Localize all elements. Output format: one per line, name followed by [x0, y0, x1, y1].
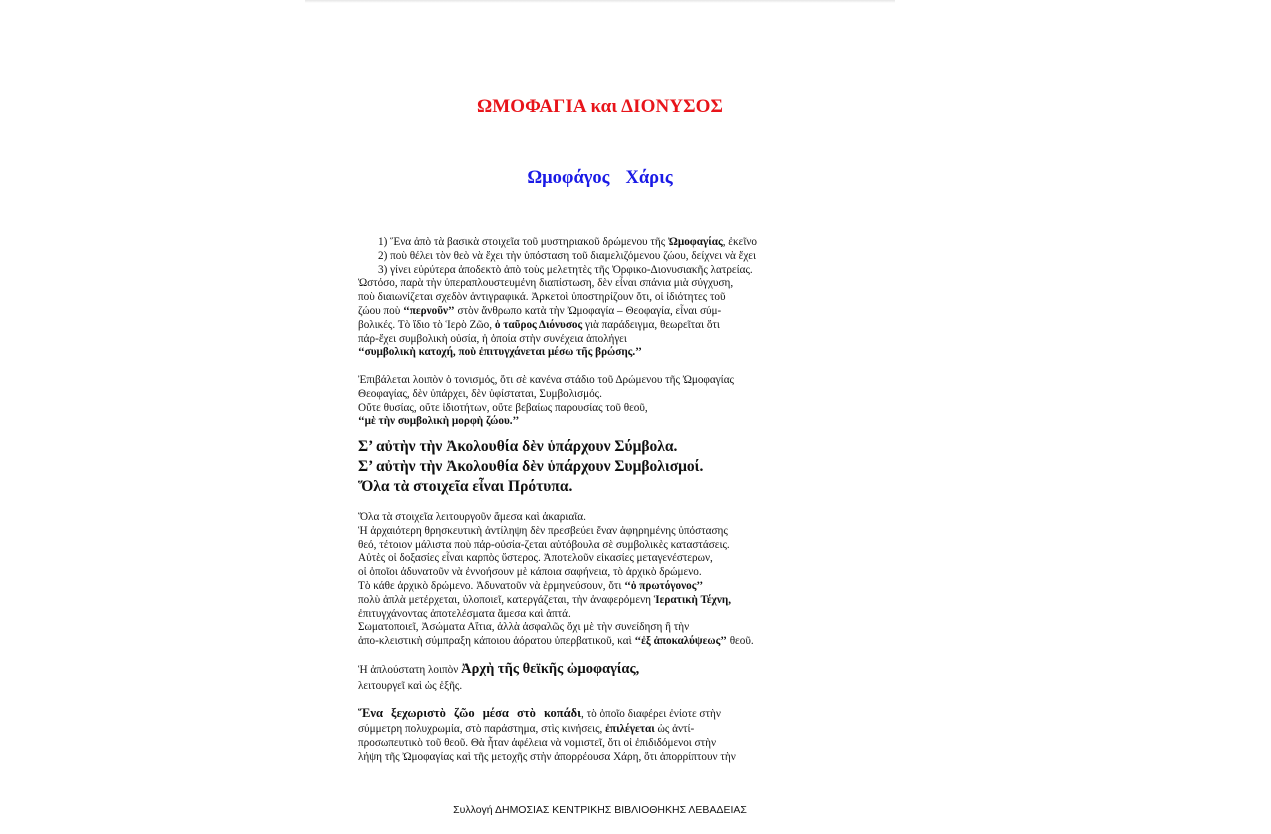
subtitle-part-a: Ωμοφάγος: [527, 168, 610, 188]
text-run: στὸν ἄνθρωπο κατὰ τὴν Ὠμοφαγία – Θεοφαγία, εἶναι σύμ-: [454, 304, 722, 317]
text-bold: ‘‘μὲ τὴν συμβολικὴ μορφὴ ζώου.’’: [358, 415, 520, 428]
text-line: Σωματοποιεῖ, Ἀσώματα Αἴτια, ἀλλὰ ἀσφαλῶς ὄχι μὲ τὴν συνείδηση ἢ τὴν: [358, 621, 690, 634]
paragraph-gap: [358, 497, 798, 511]
document-page: [305, 0, 895, 834]
text-line: Ὡστόσο, παρὰ τὴν ὑπεραπλουστευμένη διαπίστωση, δὲν εἶναι σπάνια μιὰ σύγχυση,: [358, 277, 734, 290]
text-line: [358, 660, 798, 680]
text-line: Θεοφαγίας, δὲν ὑπάρχει, δὲν ὑφίσταται, Συμβολισμός.: [358, 387, 602, 400]
text-bold: ‘‘συμβολικὴ κατοχή, ποὺ ἐπιτυγχάνεται μέσω τῆς βρώσης.’’: [358, 346, 642, 359]
text-line: λήψη τῆς Ὠμοφαγίας καὶ τῆς μετοχῆς στὴν ἀπορρέουσα Χάρη, ὅτι ἀπορρίπτουν τὴν: [358, 750, 736, 763]
text-line: [358, 635, 798, 649]
text-run: βολικές. Τὸ ἴδιο τὸ Ἱερὸ Ζῶο,: [358, 318, 495, 331]
text-run: γιὰ παράδειγμα, θεωρεῖται ὅτι: [582, 318, 720, 331]
text-line: 3) γίνει εὐρύτερα ἀποδεκτὸ ἀπὸ τοὺς μελετητὲς τῆς Ὀρφικο-Διονυσιακῆς λατρείας.: [378, 263, 753, 276]
text-run: , ἐκεῖνο: [722, 236, 757, 248]
subtitle-part-b: Χάρις: [625, 168, 673, 188]
text-run: ἀπο-κλειστικὴ σύμπραξη κάποιου ἀόρατου ὑπερβατικοῦ, καὶ: [358, 635, 635, 648]
text-line: ποὺ διαιωνίζεται σχεδὸν ἀντιγραφικά. Ἀρκετοὶ ὑποστηρίζουν ὅτι, οἱ ἰδιότητες τοῦ: [358, 291, 726, 304]
text-line: Ὅλα τὰ στοιχεῖα λειτουργοῦν ἄμεσα καὶ ἀκαριαῖα.: [358, 510, 586, 523]
paragraph-gap: [358, 694, 798, 708]
text-line: [358, 594, 798, 608]
text-run: Τὸ κάθε ἀρχικὸ δρώμενο. Ἀδυνατοῦν νὰ ἑρμηνεύσουν, ὅτι: [358, 579, 625, 592]
text-line: οἱ ὁποῖοι ἀδυνατοῦν νὰ ἐννοήσουν μὲ κάποια σαφήνεια, τὸ ἀρχικὸ δρώμενο.: [358, 566, 702, 579]
text-line: ἐπιτυγχάνοντας ἀποτελέσματα ἄμεσα καὶ ἁπτά.: [358, 607, 571, 620]
emphasis-line: Σ’ αὐτὴν τὴν Ἀκολουθία δὲν ὑπάρχουν Σύμβολα.: [358, 438, 678, 456]
text-line: Ἡ ἀρχαιότερη θρησκευτικὴ ἀντίληψη δὲν πρεσβεύει ἕναν ἀφηρημένης ὑπόστασης: [358, 524, 728, 537]
text-line: Οὔτε θυσίας, οὔτε ἰδιοτήτων, οὔτε βεβαίως παρουσίας τοῦ θεοῦ,: [358, 401, 648, 414]
page-title: ΩΜΟΦΑΓΙΑ και ΔΙΟΝΥΣΟΣ: [476, 96, 724, 117]
emphasis-line: Σ’ αὐτὴν τὴν Ἀκολουθία δὲν ὑπάρχουν Συμβολισμοί.: [358, 458, 704, 476]
text-line: 2) ποὺ θέλει τὸν θεὸ νὰ ἔχει τὴν ὑπόσταση τοῦ διαμελιζόμενου ζώου, δείχνει νὰ ἔχει: [378, 249, 756, 262]
text-line: [358, 415, 798, 429]
text-bold: ‘‘ἐξ ἀποκαλύψεως’’: [634, 635, 727, 648]
page-footer: Συλλογή ΔΗΜΟΣΙΑΣ ΚΕΝΤΡΙΚΗΣ ΒΙΒΛΙΟΘΗΚΗΣ ΛΕΒΑΔΕΙΑΣ: [453, 804, 747, 816]
text-bold: Ἱερατικὴ Τέχνη,: [653, 593, 731, 606]
text-line: πάρ-ἔχει συμβολικὴ οὐσία, ἡ ὁποία στὴν συνέχεια ἀπολήγει: [358, 332, 627, 345]
text-line: λειτουργεῖ καὶ ὡς ἑξῆς.: [358, 679, 463, 692]
emphasis-line: Ὅλα τὰ στοιχεῖα εἶναι Πρότυπα.: [358, 478, 573, 496]
text-bold: ὁ ταῦρος Διόνυσος: [494, 318, 583, 331]
text-line: [358, 319, 798, 333]
paragraph-gap: [358, 429, 798, 437]
text-run: σύμμετρη πολυχρωμία, στὸ παράστημα, στὶς κινήσεις,: [358, 723, 606, 736]
text-run: ὡς ἀντί-: [654, 723, 695, 736]
text-line: [358, 236, 798, 250]
text-line: προσωπευτικὸ τοῦ θεοῦ. Θὰ ἦταν ἀφέλεια νὰ νομιστεῖ, ὅτι οἱ ἐπιδιδόμενοι στὴν: [358, 737, 717, 750]
text-bold: Ἕνα ξεχωριστὸ ζῶο μέσα στὸ κοπάδι: [358, 706, 581, 721]
text-line: [358, 580, 798, 594]
document-body: [358, 236, 798, 765]
text-bold: ‘‘περνοῦν’’: [403, 304, 455, 317]
text-run: 1) Ἕνα ἀπὸ τὰ βασικὰ στοιχεῖα τοῦ μυστηριακοῦ δρώμενου τῆς: [378, 236, 668, 248]
text-line: [358, 346, 798, 360]
text-line: θεό, τέτοιον μάλιστα ποὺ πάρ-οὐσία-ζεται αὐτόβουλα σὲ συμβολικὲς καταστάσεις.: [358, 538, 730, 551]
text-run: , τὸ ὁποῖο διαφέρει ἐνίοτε στὴν: [580, 708, 721, 721]
page-subtitle: [305, 168, 895, 189]
text-bold: ἐπιλέγεται: [605, 723, 655, 736]
text-line: Αὐτὲς οἱ δοξασίες εἶναι καρπὸς ὕστερος. Ἀποτελοῦν εἰκασίες μεταγενέστερων,: [358, 552, 713, 565]
text-line: Ἐπιβάλεται λοιπὸν ὁ τονισμός, ὅτι σὲ κανένα στάδιο τοῦ Δρώμενου τῆς Ὠμοφαγίας: [358, 373, 734, 386]
text-run: Ἡ ἁπλούστατη λοιπὸν: [358, 663, 462, 676]
text-run: θεοῦ.: [726, 635, 754, 648]
text-bold: ‘‘ὁ πρωτόγονος’’: [624, 579, 704, 592]
text-bold: Ὠμοφαγίας: [667, 236, 723, 248]
text-line: [358, 723, 798, 737]
text-run: πολὺ ἁπλὰ μετέρχεται, ὑλοποιεῖ, κατεργάζεται, τὴν ἀναφερόμενη: [358, 593, 654, 606]
text-run: ζώου ποὺ: [358, 304, 404, 317]
text-bold: Ἀρχὴ τῆς θεϊκῆς ὠμοφαγίας,: [461, 660, 640, 677]
paragraph-gap: [358, 360, 798, 374]
text-line: [358, 305, 798, 319]
text-line: [358, 707, 798, 723]
